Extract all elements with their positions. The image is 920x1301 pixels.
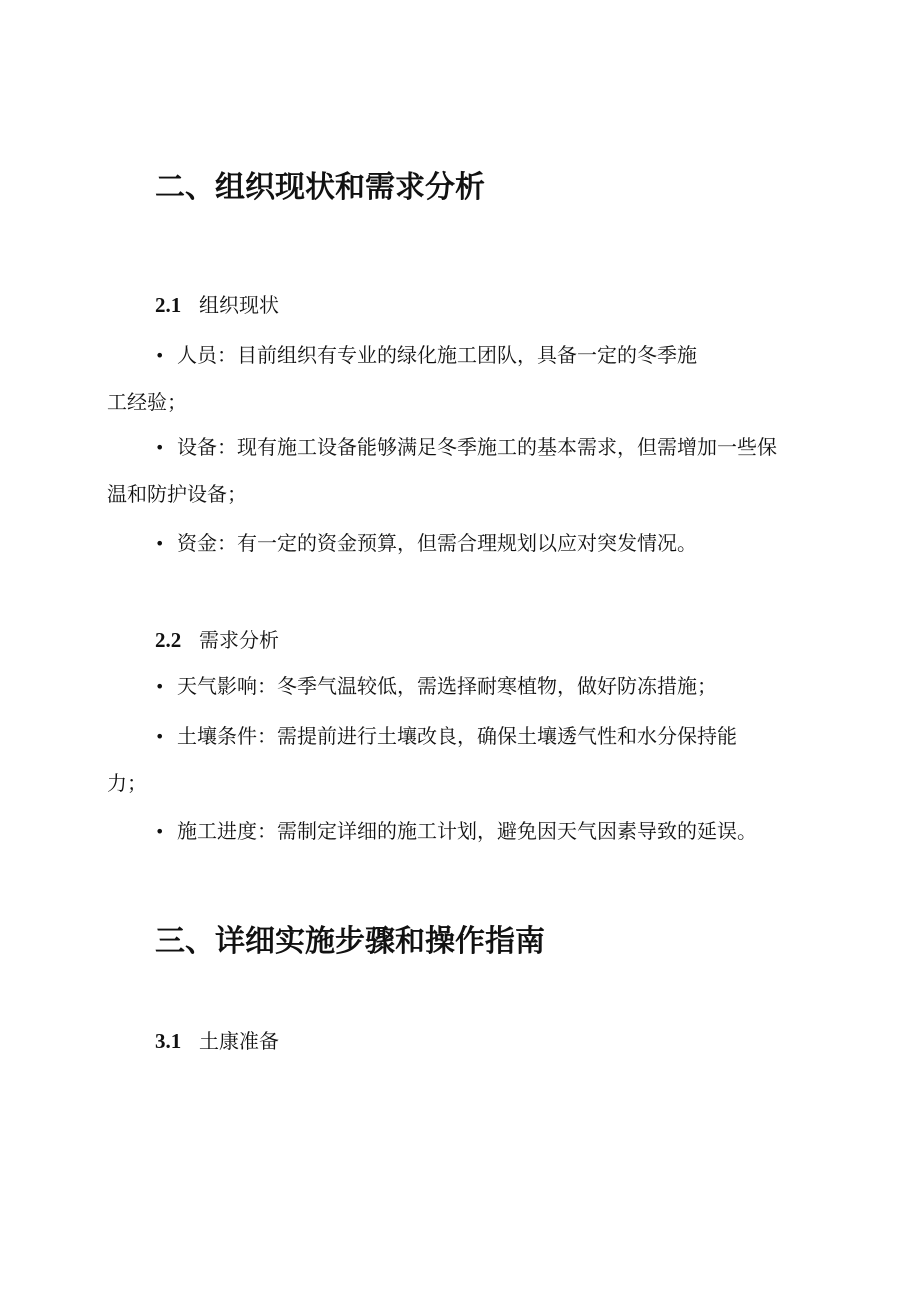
subsection-number: 3.1 (155, 1029, 182, 1053)
subsection-title: 需求分析 (199, 628, 279, 652)
bullet-icon: • (155, 727, 165, 746)
bullet-icon: • (155, 677, 165, 696)
list-item (107, 713, 827, 806)
bullet-icon: • (155, 534, 165, 553)
list-item (107, 808, 827, 855)
subsection-heading-2-2 (155, 626, 279, 654)
list-item-line: • 设备：现有施工设备能够满足冬季施工的基本需求，但需增加一些保 (107, 424, 827, 471)
list-item (107, 424, 827, 517)
subsection-number: 2.1 (155, 293, 182, 317)
bullet-icon: • (155, 438, 165, 457)
list-item-line: • 施工进度：需制定详细的施工计划，避免因天气因素导致的延误。 (107, 808, 827, 855)
list-item-line: 力； (107, 771, 147, 795)
subsection-title: 组织现状 (199, 293, 279, 317)
list-item (107, 332, 827, 425)
list-item-line: 工经验； (107, 390, 187, 414)
subsection-number: 2.2 (155, 628, 182, 652)
list-item-line: • 土壤条件：需提前进行土壤改良，确保土壤透气性和水分保持能 (107, 713, 827, 760)
section-heading-3: 三、详细实施步骤和操作指南 (155, 924, 545, 959)
subsection-heading-3-1 (155, 1027, 279, 1055)
section-heading-2: 二、组织现状和需求分析 (155, 170, 485, 205)
subsection-heading-2-1 (155, 291, 279, 319)
list-item-line: • 资金：有一定的资金预算，但需合理规划以应对突发情况。 (107, 520, 827, 567)
list-item-line: • 人员：目前组织有专业的绿化施工团队，具备一定的冬季施 (107, 332, 827, 379)
list-item (107, 663, 827, 710)
list-item-line: 温和防护设备； (107, 482, 247, 506)
subsection-title: 土康准备 (199, 1029, 279, 1053)
bullet-icon: • (155, 822, 165, 841)
list-item-line: • 天气影响：冬季气温较低，需选择耐寒植物，做好防冻措施； (107, 663, 827, 710)
list-item (107, 520, 827, 567)
bullet-icon: • (155, 346, 165, 365)
